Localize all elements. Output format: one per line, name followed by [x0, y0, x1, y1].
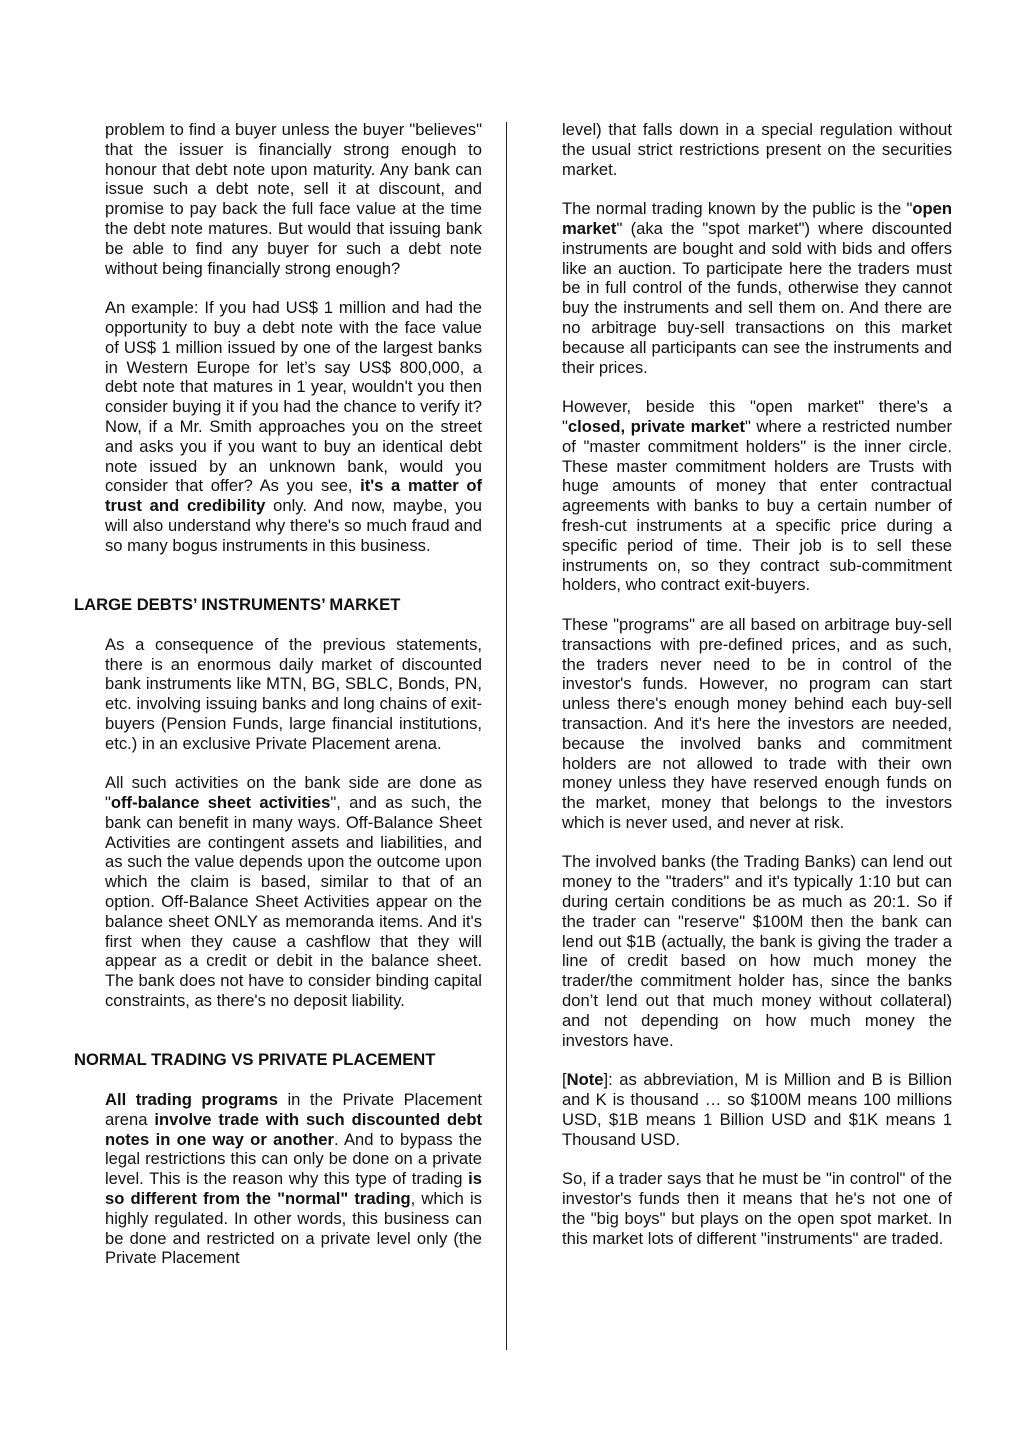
text-run: in the Private Placement arena	[105, 1090, 482, 1129]
paragraph-instruments-market: As a consequence of the previous statements, there is an enormous daily market of discounted bank instruments like MTN, BG, SBLC, Bonds, PN, etc. involving issuing banks and long chains of exit-buyers (Pension Funds, large financial institutions, etc.) in an exclusive Private Placement arena.	[105, 634, 482, 753]
text-run: . And to bypass the legal restrictions this can only be done on a private level. This is the reason why this type of trading	[105, 1129, 482, 1189]
text-run: However, beside this "open market" there's a "	[562, 397, 952, 436]
text-run: only. And now, maybe, you will also understand why there's so much fraud and so many bogus instruments in this business.	[105, 496, 482, 555]
bold-run: open market	[562, 199, 952, 238]
paragraph-debt-note-buyer: problem to find a buyer unless the buyer "believes" that the issuer is financially strong enough to honour that debt note upon maturity. Any bank can issue such a debt note, sell it at discount, and promise to pay back the full face value at the time the debt note matures. But would that issuing bank be able to find any buyer for such a debt note without being financially strong enough?	[105, 120, 482, 278]
bold-run: All trading programs	[105, 1090, 278, 1110]
bold-run: is so different from the "normal" trading	[105, 1169, 482, 1209]
paragraph-closed-market	[562, 397, 952, 595]
text-run: ", and as such, the bank can benefit in many ways. Off-Balance Sheet Activities are contingent assets and liabilities, and as such the value depends upon the outcome upon which the claim is based, similar to that of an option. Off-Balance Sheet Activities appear on the balance sheet ONLY as memoranda items. And it's first when they cause a cashflow that they will appear as a credit or debit in the balance sheet. The bank does not have to consider binding capital constraints, as there's no deposit liability.	[105, 793, 482, 1011]
bold-run: off-balance sheet activities	[110, 793, 331, 813]
paragraph-off-balance	[105, 773, 482, 1011]
bold-run: Note	[566, 1070, 604, 1090]
text-run: [	[562, 1070, 567, 1090]
text-run: The normal trading known by the public is the "	[562, 199, 913, 219]
paragraph-open-market	[562, 199, 952, 377]
bold-run: closed, private market	[567, 416, 745, 436]
bold-run: involve trade with such discounted debt notes in one way or another	[105, 1109, 482, 1149]
section-heading-large-debts: LARGE DEBTS’ INSTRUMENTS’ MARKET	[74, 595, 401, 615]
paragraph-programs: These "programs" are all based on arbitrage buy-sell transactions with pre-defined prices, and as such, the traders never need to be in control of the investor's funds. However, no program can start unless there's enough money behind each buy-sell transaction. And it's here the investors are needed, because the involved banks and commitment holders are not allowed to trade with their own money unless they have reserved enough funds on the market, money that belongs to the investors which is never used, and never at risk.	[562, 614, 952, 832]
text-run: , which is highly regulated. In other words, this business can be done and restricted on a private level only (the Private Placement	[105, 1189, 482, 1268]
paragraph-example	[105, 298, 482, 555]
paragraph-in-control: So, if a trader says that he must be "in control" of the investor's funds then it means that he's not one of the "big boys" but plays on the open spot market. In this market lots of different "instruments" are traded.	[562, 1169, 952, 1248]
right-column	[562, 120, 952, 1268]
spacer	[74, 575, 482, 595]
text-run: All such activities on the bank side are done as "	[105, 773, 482, 813]
text-run: " where a restricted number of "master commitment holders" is the inner circle. These master commitment holders are Trusts with huge amounts of money that enter contractual agreements with banks to buy a certain number of fresh-cut instruments at a specific price during a specific period of time. Their job is to sell these instruments on, so they contract sub-commitment holders, who contract exit-buyers.	[562, 416, 952, 595]
section-heading-normal-trading: NORMAL TRADING VS PRIVATE PLACEMENT	[74, 1050, 436, 1070]
paragraph-trading-banks: The involved banks (the Trading Banks) can lend out money to the "traders" and it's typically 1:10 but can during certain conditions be as much as 20:1. So if the trader can "reserve" $100M then the bank can lend out $1B (actually, the bank is giving the trader a line of credit based on how much money the trader/the commitment holder has, since the banks don’t lend out that much money without collateral) and not depending on how much money the investors have.	[562, 852, 952, 1050]
bold-run: it's a matter of trust and credibility	[105, 476, 482, 516]
text-run: ]: as abbreviation, M is Million and B is Billion and K is thousand … so $100M means 100 millions USD, $1B means 1 Billion USD and $1K means 1 Thousand USD.	[562, 1070, 952, 1149]
left-column	[74, 120, 482, 1288]
spacer	[74, 1031, 482, 1051]
text-run: An example: If you had US$ 1 million and had the opportunity to buy a debt note with the face value of US$ 1 million issued by one of the largest banks in Western Europe for let’s say US$ 800,000, a debt note that matures in 1 year, wouldn't you then consider buying it if you had the chance to verify it? Now, if a Mr. Smith approaches you on the street and asks you if you want to buy an identical debt note issued by an unknown bank, would you consider that offer? As you see,	[105, 298, 482, 496]
paragraph-trading-programs	[105, 1090, 482, 1268]
paragraph-regulation: level) that falls down in a special regulation without the usual strict restrictions present on the securities market.	[562, 120, 952, 179]
paragraph-note	[562, 1070, 952, 1149]
column-divider	[506, 122, 507, 1350]
text-run: " (aka the "spot market") where discounted instruments are bought and sold with bids and offers like an auction. To participate here the traders must be in full control of the funds, otherwise they cannot buy the instruments and sell them on. And there are no arbitrage buy-sell transactions on this market because all participants can see the instruments and their prices.	[562, 218, 952, 377]
